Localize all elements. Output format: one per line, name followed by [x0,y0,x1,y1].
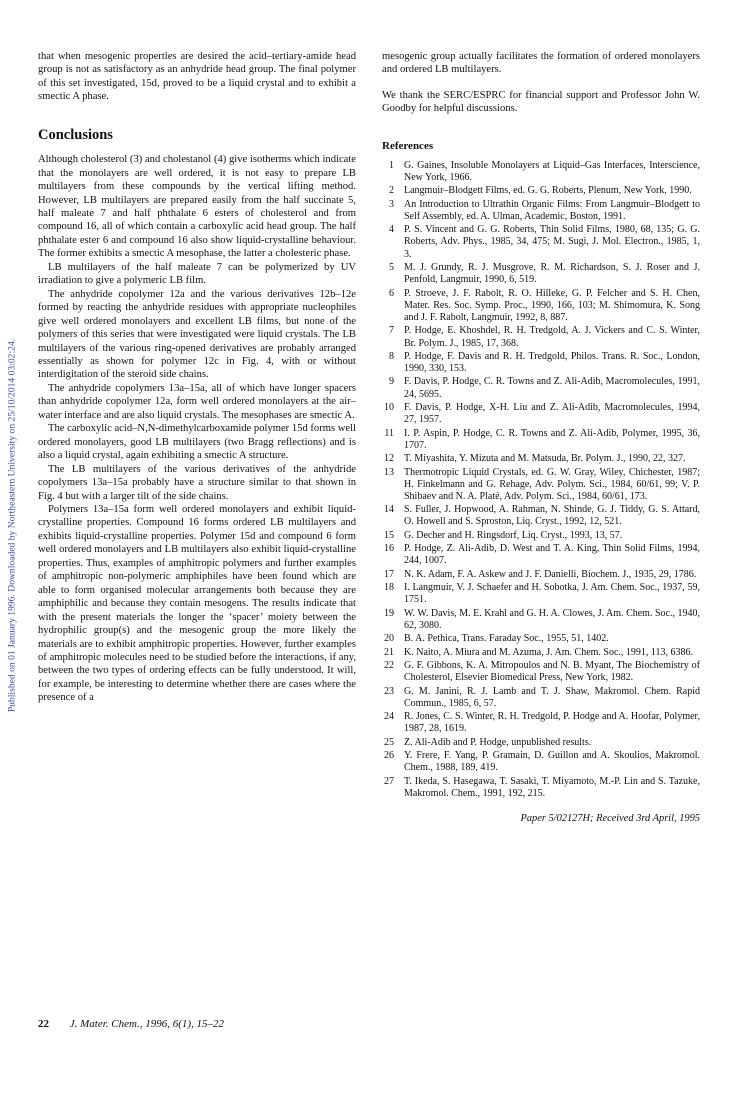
reference-item [382,608,700,632]
right-column [382,50,700,825]
reference-item [382,569,700,581]
page-number: 22 [38,1018,49,1030]
reference-item [382,160,700,184]
reference-text: T. Ikeda, S. Hasegawa, T. Sasaki, T. Miyamoto, M.-P. Lin and S. Tazuke, Makromol. Chem., 1991, 192, 215. [404,775,700,799]
reference-number: 20 [384,633,394,645]
reference-item [382,750,700,774]
reference-text: G. Decher and H. Ringsdorf, Liq. Cryst., 1993, 13, 57. [404,529,623,541]
reference-item [382,647,700,659]
conclusions-paragraph: The LB multilayers of the various derivatives of the anhydride copolymers 13a–15a probably have a structure similar to that shown in Fig. 4 but with a larger tilt of the side chains. [38,463,356,502]
reference-number: 1 [389,159,394,171]
reference-item [382,224,700,261]
reference-item [382,737,700,749]
reference-item [382,582,700,606]
reference-number: 13 [384,466,394,478]
reference-text: P. Stroeve, J. F. Rabolt, R. O. Hilleke, G. P. Felcher and S. H. Chen, Mater. Res. Soc. Symp. Proc., 1990, 166, 103; M. Shimomura, K. Song and J. F. Rabolt, Langmuir, 1992, 8, 887. [404,287,700,323]
reference-text: P. Hodge, Z. Ali-Adib, D. West and T. A. King, Thin Solid Films, 1994, 244, 1007. [404,543,700,567]
paper-received-line: Paper 5/02127H; Received 3rd April, 1995 [520,813,700,825]
reference-item [382,633,700,645]
reference-text: P. Hodge, F. Davis and R. H. Tredgold, Philos. Trans. R. Soc., London, 1990, 330, 153. [404,350,700,375]
reference-text: P. S. Vincent and G. G. Roberts, Thin Solid Films, 1980, 68, 135; G. G. Roberts, Adv. Phys., 1985, 34, 475; M. Sugi, J. Mol. Electron., 1985, 1, 3. [404,224,700,260]
reference-item [382,262,700,286]
reference-number: 16 [384,543,394,555]
continuation-paragraph: that when mesogenic properties are desired the acid–tertiary-amide head group is not as satisfactory as an anhydride head group. The final polymer of this set investigated, 15d, proved to be a liquid crystal and to exhibit a smectic A phase. [38,51,356,103]
reference-number: 10 [384,402,394,414]
continuation-paragraph: mesogenic group actually facilitates the formation of ordered monolayers and ordered LB multilayers. [382,51,700,76]
reference-number: 4 [389,224,394,236]
journal-citation: J. Mater. Chem., 1996, 6(1), 15–22 [69,1018,225,1030]
reference-text: I. P. Aspin, P. Hodge, C. R. Towns and Z. Ali-Adib, Polymer, 1995, 36, 1707. [404,427,700,451]
reference-item [382,351,700,375]
reference-text: T. Miyashita, Y. Mizuta and M. Matsuda, Br. Polym. J., 1990, 22, 327. [404,453,686,465]
reference-number: 7 [389,325,394,337]
reference-text: Langmuir–Blodgett Films, ed. G. G. Roberts, Plenum, New York, 1990. [404,185,692,197]
reference-item [382,660,700,684]
reference-number: 6 [389,287,394,299]
reference-item [382,325,700,349]
reference-text: F. Davis, P. Hodge, X-H. Liu and Z. Ali-Adib, Macromolecules, 1994, 27, 1957. [404,402,700,426]
reference-text: An Introduction to Ultrathin Organic Films: From Langmuir–Blodgett to Self Assembly, ed. A. Ulman, Academic, Boston, 1991. [404,198,700,222]
reference-number: 11 [384,427,394,439]
reference-item [382,376,700,400]
page-footer [38,1018,224,1030]
reference-text: Thermotropic Liquid Crystals, ed. G. W. Gray, Wiley, Chichester, 1987; H. Finkelmann and G. Rehage, Adv. Polym. Sci., 1984, 60/61, 99; V. P. Shibaev and N. A. Platé, Adv. Polym. Sci., 1984, 60/61, 173. [404,466,700,502]
acknowledgement: We thank the SERC/ESPRC for financial support and Professor John W. Goodby for helpful discussions. [382,89,700,115]
reference-number: 9 [389,376,394,388]
reference-text: P. Hodge, E. Khoshdel, R. H. Tredgold, A. J. Vickers and C. S. Winter, Br. Polym. J., 1985, 17, 368. [404,325,700,349]
reference-number: 8 [389,350,394,362]
reference-number: 14 [384,504,394,516]
reference-number: 26 [384,750,394,762]
reference-number: 2 [389,185,394,197]
reference-number: 17 [384,568,394,580]
reference-number: 3 [389,198,394,210]
references-heading: References [382,139,434,152]
conclusions-heading: Conclusions [38,126,113,143]
reference-item [382,199,700,223]
reference-item [382,428,700,452]
reference-item [382,711,700,735]
reference-item [382,530,700,542]
reference-number: 21 [384,646,394,658]
reference-number: 23 [384,685,394,697]
left-column [38,50,356,705]
reference-number: 15 [384,529,394,541]
conclusions-paragraph: The anhydride copolymer 12a and the various derivatives 12b–12e formed by reacting the anhydride residues with appropriate nucleophiles give well ordered monolayers and excellent LB films, but none of the polymers of this series that were investigated were liquid crystals. The LB multilayers of the various ring-opened derivatives are probably arranged essentially as shown for polymer 12c in Fig. 4, with or without interdigitation of the steroid side chains. [38,288,356,381]
reference-item [382,453,700,465]
reference-item [382,402,700,426]
reference-number: 24 [384,711,394,723]
reference-item [382,543,700,567]
conclusions-paragraph: Polymers 13a–15a form well ordered monolayers and exhibit liquid-crystalline properties. Compound 16 forms ordered LB multilayers and exhibits liquid-crystalline properties. Polymer 15d and compound 6 form well ordered monolayers and LB multilayers also exhibit liquid-crystalline properties. Thus, examples of amphitropic polymers and further examples of amphitropic non-polymeric amphiphiles have been found which are able to form organised molecular arrangements both because they are amphiphilic and because they contain mesogens. The results indicate that with the present materials the longer the ‘spacer’ moiety between the hydrophilic group(s) and the mesogenic group the more likely the materials are to exhibit amphitropic properties. However, further examples of amphitropic molecules need to be studied before the interactions, if any, between the two types of ordering effects can be fully understood. It will, for example, be interesting to determine whether there are cases where the presence of a [38,504,356,704]
reference-item [382,185,700,197]
reference-number: 5 [389,262,394,274]
reference-number: 12 [384,453,394,465]
reference-number: 22 [384,660,394,672]
download-watermark: Published on 01 January 1996. Downloaded by Northeastern University on 25/10/2014 03:02:24. [6,338,18,713]
reference-text: G. M. Janini, R. J. Lamb and T. J. Shaw, Makromol. Chem. Rapid Commun., 1985, 6, 57. [404,685,700,709]
conclusions-paragraph: The carboxylic acid–N,N-dimethylcarboxamide polymer 15d forms well ordered monolayers, good LB multilayers (two Bragg reflections) and is also a liquid crystal, again exhibiting a smectic A structure. [38,423,357,462]
reference-list [382,160,700,800]
reference-text: Y. Frere, F. Yang, P. Gramain, D. Guillon and A. Skoulios, Makromol. Chem., 1988, 189, 419. [404,750,700,774]
reference-text: W. W. Davis, M. E. Krahl and G. H. A. Clowes, J. Am. Chem. Soc., 1940, 62, 3080. [404,607,700,631]
conclusions-paragraph: Although cholesterol (3) and cholestanol (4) give isotherms which indicate that the monolayers are well ordered, it is not easy to prepare LB multilayers from these compounds by the vertical lifting method. However, LB multilayers are prepared easily from the half succinate 5, half maleate 7 and half phthalate 6 esters of cholesterol and from compound 16, all of which contain a carboxylic acid head group. The half phthalate ester 6 and compound 16 also show liquid-crystalline behaviour. The former exhibits a smectic A mesophase, the latter a cholesteric phase. [38,154,356,260]
reference-text: S. Fuller, J. Hopwood, A. Rahman, N. Shinde, G. J. Tiddy, G. S. Attard, O. Howell and S. Sproston, Liq. Cryst., 1992, 12, 521. [404,504,700,528]
reference-item [382,686,700,710]
reference-text: B. A. Pethica, Trans. Faraday Soc., 1955, 51, 1402. [404,633,609,645]
reference-number: 27 [384,775,394,787]
reference-item [382,467,700,504]
reference-item [382,776,700,800]
conclusions-paragraph: LB multilayers of the half maleate 7 can be polymerized by UV irradiation to give a polymeric LB film. [38,261,356,287]
reference-item [382,504,700,528]
reference-text: K. Naito, A. Miura and M. Azuma, J. Am. Chem. Soc., 1991, 113, 6386. [404,646,694,658]
reference-text: Z. Ali-Adib and P. Hodge, unpublished results. [404,736,592,748]
reference-number: 18 [384,582,394,594]
reference-number: 25 [384,736,394,748]
reference-number: 19 [384,607,394,619]
reference-text: F. Davis, P. Hodge, C. R. Towns and Z. Ali-Adib, Macromolecules, 1991, 24, 5695. [404,376,700,400]
reference-text: N. K. Adam, F. A. Askew and J. F. Danielli, Biochem. J., 1935, 29, 1786. [404,568,697,580]
conclusions-paragraph: The anhydride copolymers 13a–15a, all of which have longer spacers than anhydride copolymer 12a, form well ordered monolayers at the air–water interface and are also liquid crystals. The mesophases are smectic A. [38,382,356,421]
reference-text: G. F. Gibbons, K. A. Mitropoulos and N. B. Myant, The Biochemistry of Cholesterol, Elsevier Biomedical Press, New York, 1982. [404,660,700,684]
reference-text: M. J. Grundy, R. J. Musgrove, R. M. Richardson, S. J. Roser and J. Penfold, Langmuir, 1990, 6, 519. [404,262,700,286]
reference-item [382,288,700,325]
reference-text: G. Gaines, Insoluble Monolayers at Liquid–Gas Interfaces, Interscience, New York, 1966. [404,159,700,183]
reference-text: R. Jones, C. S. Winter, R. H. Tredgold, P. Hodge and A. Hoofar, Polymer, 1987, 28, 1619. [404,711,700,735]
reference-text: I. Langmuir, V. J. Schaefer and H. Sobotka, J. Am. Chem. Soc., 1937, 59, 1751. [404,582,700,606]
